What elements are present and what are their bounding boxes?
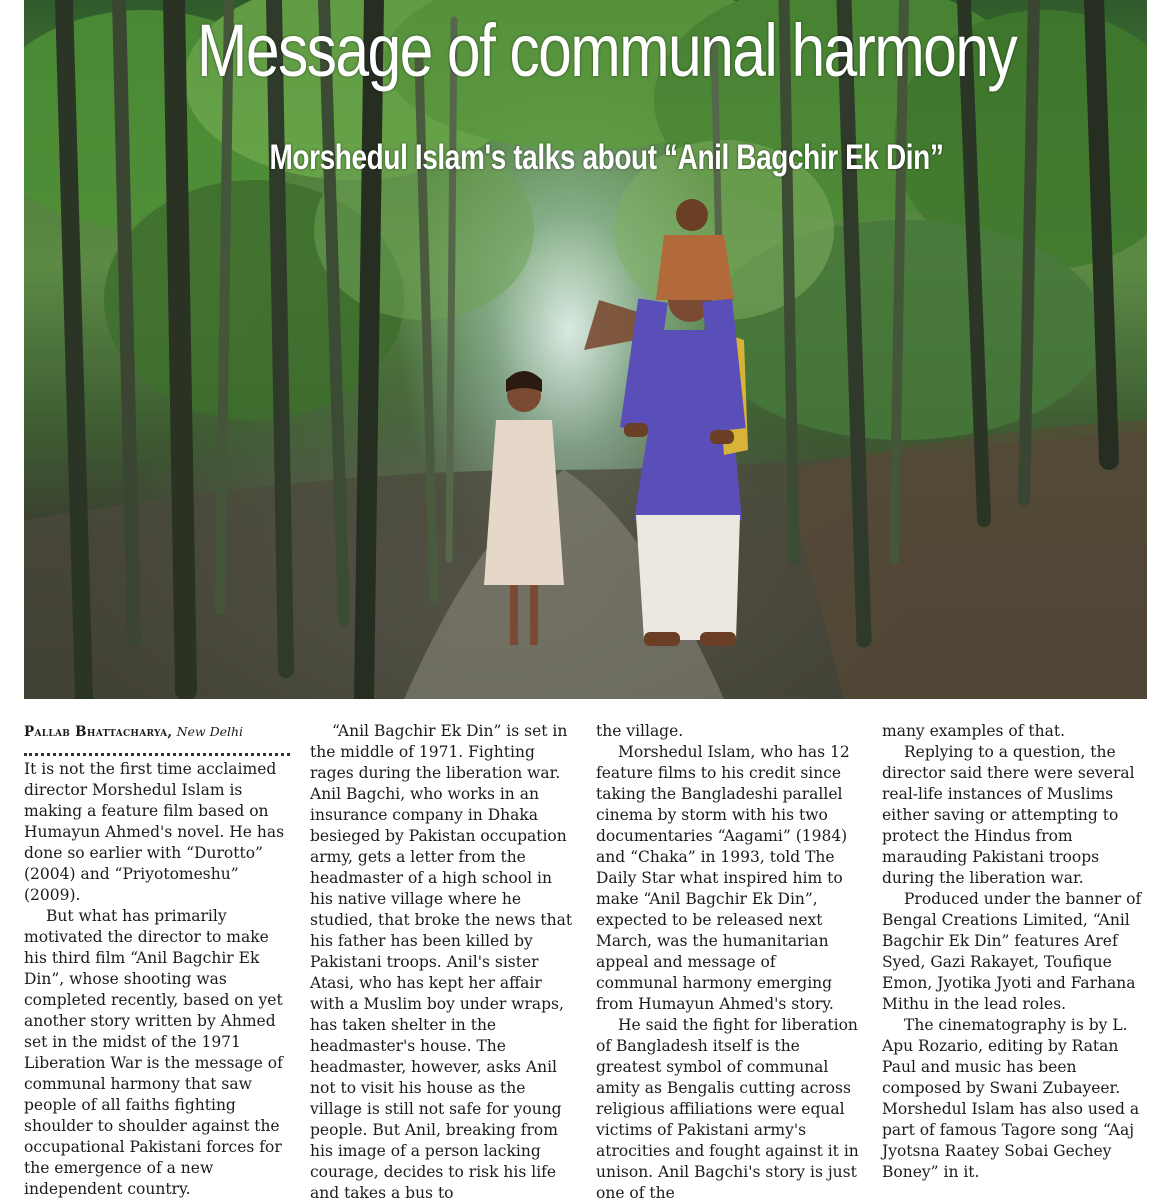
article-column-4 xyxy=(882,721,1144,1183)
paragraph: Replying to a question, the director said there were several real-life instances of Muslims either saving or attempting to protect the Hindus from marauding Pakistani troops during the liberation war. xyxy=(882,743,1135,887)
article-column-3 xyxy=(596,721,862,1204)
paragraph: He said the fight for liberation of Bangladesh itself is the greatest symbol of communal amity as Bengalis cutting across religious affiliations were equal victims of Pakistani army's atrocities and fought against it in unison. Anil Bagchi's story is just one of the xyxy=(596,1016,859,1202)
dry-bamboo-leaves xyxy=(784,420,1147,699)
article-column-2 xyxy=(310,721,576,1204)
hero-photo xyxy=(24,0,1147,699)
headline: Message of communal harmony xyxy=(196,9,1017,92)
paragraph: Morshedul Islam, who has 12 feature films to his credit since taking the Bangladeshi parallel cinema by storm with his two documentaries “Aagami” (1984) and “Chaka” in 1993, told The Daily Star what inspired him to make “Anil Bagchir Ek Din”, expected to be released next March, was the humanitarian appeal and message of communal harmony emerging from Humayun Ahmed's story. xyxy=(596,743,850,1013)
paragraph: The cinematography is by L. Apu Rozario, editing by Ratan Paul and music has been composed by Swani Zubayeer. Morshedul Islam has also used a part of famous Tagore song “Aaj Jyotsna Raatey Sobai Gechey Boney” in it. xyxy=(882,1016,1140,1181)
subheadline: Morshedul Islam's talks about “Anil Bagchir Ek Din” xyxy=(269,138,944,177)
byline-divider xyxy=(24,751,290,756)
paragraph: the village. xyxy=(596,722,684,740)
byline xyxy=(24,721,290,743)
paragraph: Produced under the banner of Bengal Creations Limited, “Anil Bagchir Ek Din” features Aref Syed, Gazi Rakayet, Toufique Emon, Jyotika Jyoti and Farhana Mithu in the lead roles. xyxy=(882,890,1142,1013)
byline-author: Pallab Bhattacharya, xyxy=(24,724,173,740)
paragraph: But what has primarily motivated the director to make his third film “Anil Bagchir Ek Din”, whose shooting was completed recently, based on yet another story written by Ahmed set in the midst of the 1971 Liberation War is the message of communal harmony that saw people of all faiths fighting shoulder to shoulder against the occupational Pakistani forces for the emergence of a new independent country. xyxy=(24,907,283,1198)
paragraph: “Anil Bagchir Ek Din” is set in the middle of 1971. Fighting rages during the liberation war. Anil Bagchi, who works in an insurance company in Dhaka besieged by Pakistan occupation army, gets a letter from the headmaster of a high school in his native village where he studied, that broke the news that his father has been killed by Pakistani troops. Anil's sister Atasi, who has kept her affair with a Muslim boy under wraps, has taken shelter in the headmaster's house. The headmaster, however, asks Anil not to visit his house as the village is still not safe for young people. But Anil, breaking from his image of a person lacking courage, decides to risk his life and takes a bus to xyxy=(310,722,573,1202)
paragraph: many examples of that. xyxy=(882,722,1065,740)
article-column-1 xyxy=(24,721,290,1200)
film-still-illustration xyxy=(24,0,1147,699)
paragraph: It is not the first time acclaimed director Morshedul Islam is making a feature film based on Humayun Ahmed's novel. He has done so earlier with “Durotto” (2004) and “Priyotomeshu” (2009). xyxy=(24,760,285,904)
byline-location: New Delhi xyxy=(176,724,244,739)
